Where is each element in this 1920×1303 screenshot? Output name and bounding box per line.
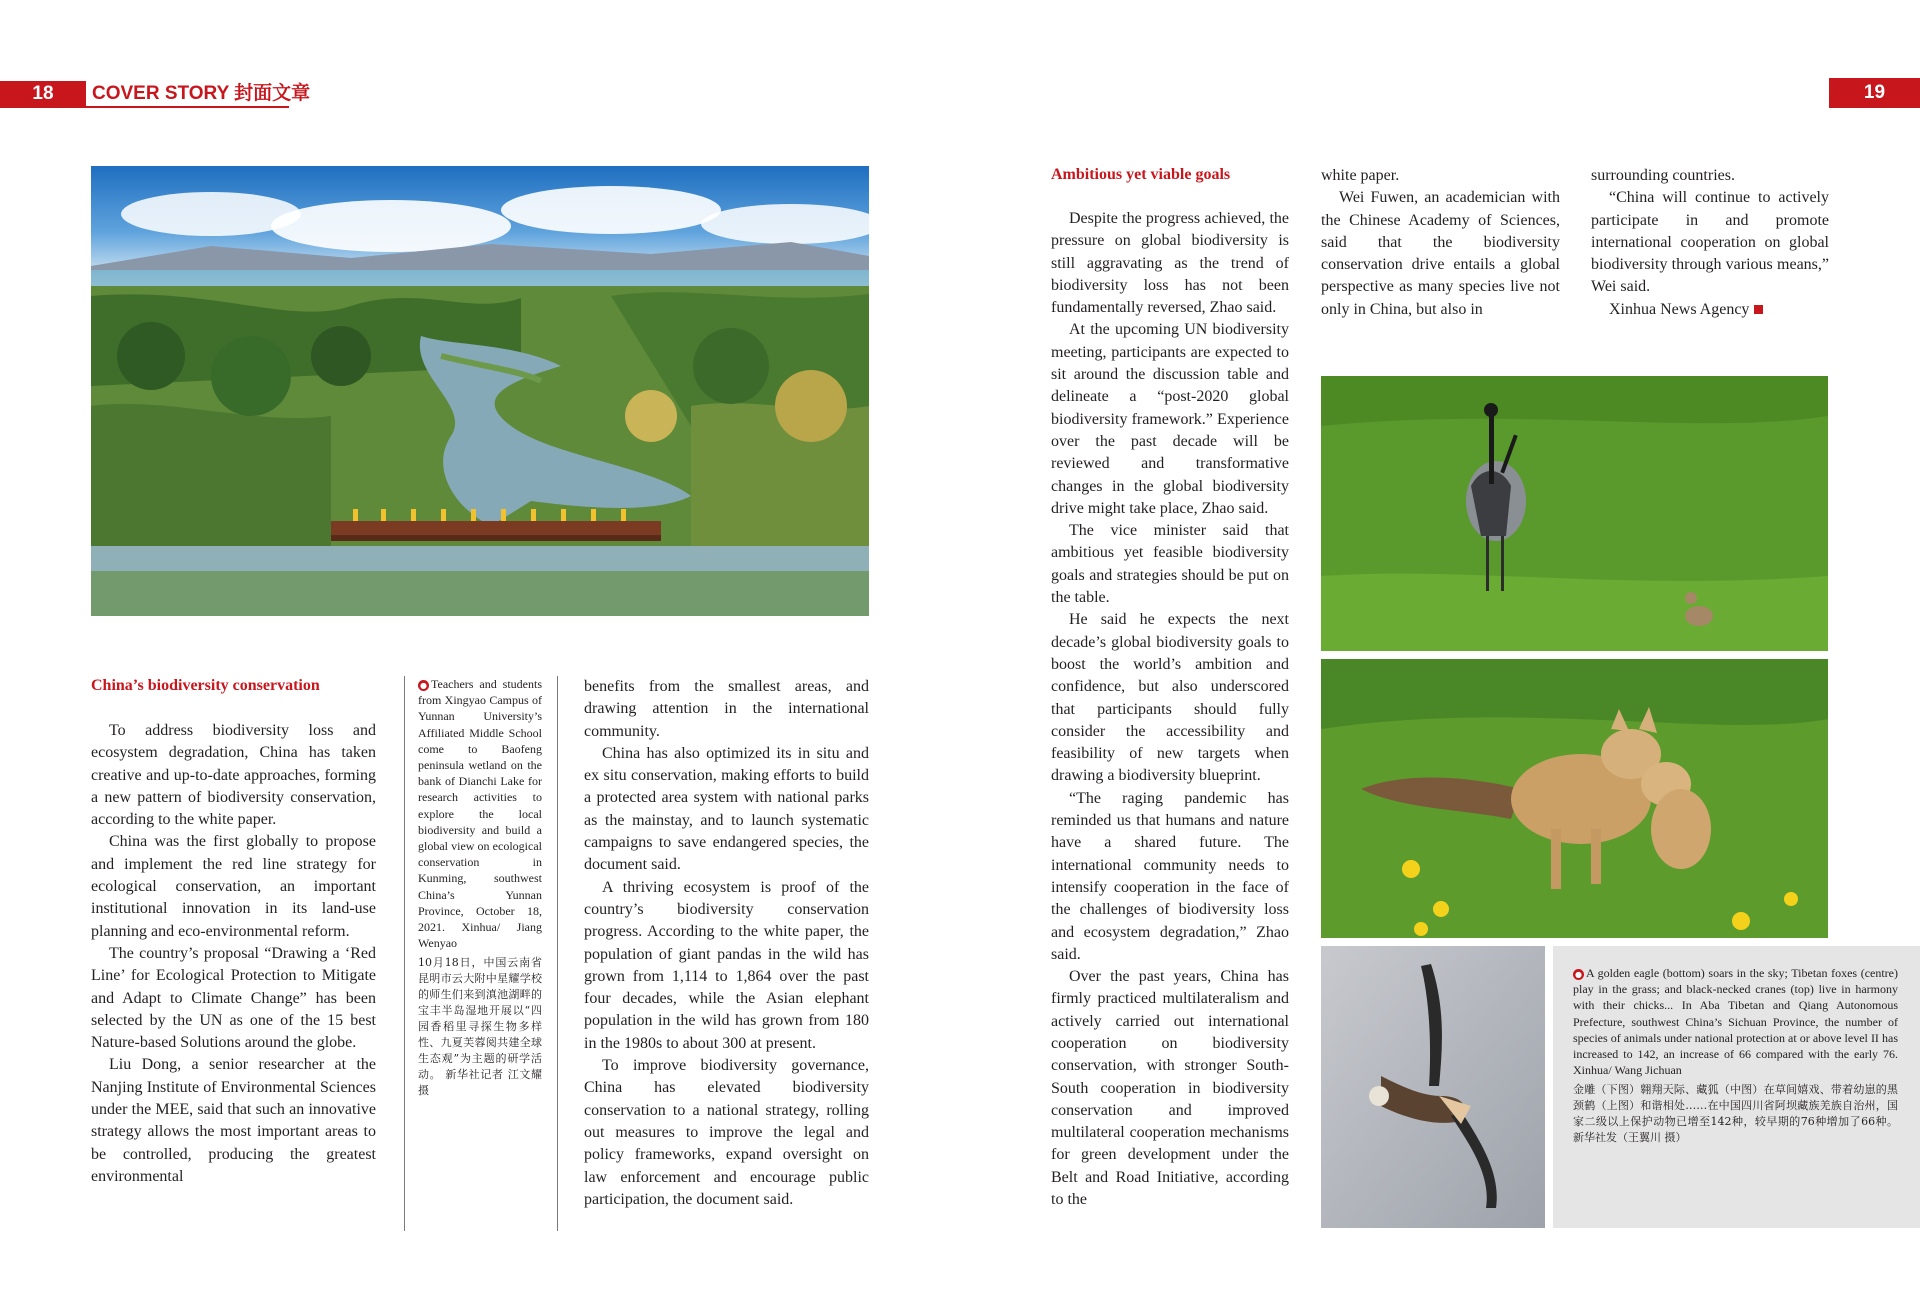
right-page-number: 19 (1829, 78, 1920, 108)
paragraph: benefits from the smallest areas, and drawing attention in the international community. (584, 678, 869, 740)
paragraph: He said he expects the next decade’s global biodiversity goals to boost the world’s ambition and confidence, but also underscored that participants should fully consider the accessibility and feasibility of new targets when drawing a biodiversity blueprint. (1051, 611, 1289, 785)
paragraph: Despite the progress achieved, the pressure on global biodiversity is still aggravating as the trend of biodiversity loss has not been fundamentally reversed, Zhao said. (1051, 210, 1289, 317)
section-label: COVER STORY 封面文章 (92, 83, 311, 104)
column-divider (404, 676, 405, 1231)
caption-text-en: A golden eagle (bottom) soars in the sky; Tibetan foxes (centre) play in the grass; and black-necked cranes (top) live in harmony with their chicks... In Aba Tibetan and Qiang Autonomous Prefecture, southwest China’s Sichuan Province, the number of species of animals under national protection at or above level II has increased to 142, an increase of 66 compared with the early 76. Xinhua/ Wang Jichuan (1573, 966, 1898, 1078)
fox-photo (1321, 659, 1828, 938)
right-section-heading: Ambitious yet viable goals (1051, 166, 1231, 183)
byline: Xinhua News Agency (1609, 300, 1750, 318)
paragraph: white paper. (1321, 167, 1400, 184)
end-mark-icon (1754, 305, 1763, 314)
paragraph: Liu Dong, a senior researcher at the Nanjing Institute of Environmental Sciences under the MEE, said that such an innovative strategy allows the most important areas to be controlled, producing the greatest environmental (91, 1056, 376, 1185)
paragraph: “The raging pandemic has reminded us that humans and nature have a shared future. The international community needs to intensify cooperation in the face of the challenges of biodiversity loss and ecosystem degradation,” Zhao said. (1051, 789, 1289, 963)
column-divider (557, 676, 558, 1231)
caption-text-cn: 10月18日，中国云南省昆明市云大附中星耀学校的师生们来到滇池湖畔的宝丰半岛湿地开展以“四园香稻里寻探生物多样性、九夏芙蓉阅共建全球生态观”为主题的研学活动。 新华社记者 江文耀 摄 (418, 956, 542, 1098)
caption-text-en: Teachers and students from Xingyao Campus of Yunnan University’s Affiliated Middle School come to Baofeng peninsula wetland on the bank of Dianchi Lake for research activities to explore the local biodiversity and build a global view on ecological conservation in Kunming, southwest China’s Yunnan Province, October 18, 2021. Xinhua/ Jiang Wenyao (418, 677, 542, 951)
paragraph: Wei Fuwen, an academician with the Chinese Academy of Sciences, said that the biodiversity conservation drive entails a global perspective as many species live not only in China, but also in (1321, 189, 1560, 318)
paragraph: A thriving ecosystem is proof of the country’s biodiversity conservation progress. According to the white paper, the population of giant pandas in the wild has grown from 1,114 to 1,864 over the past four decades, while the Asian elephant population in the wild has grown from 180 in the 1980s to about 300 at present. (584, 878, 869, 1052)
left-page-header (0, 81, 311, 108)
paragraph: surrounding countries. (1591, 167, 1735, 184)
photo-caption-1 (418, 676, 542, 1099)
paragraph: China has also optimized its in situ and ex situ conservation, making efforts to build a protected area system with national parks as the mainstay, and to launch systematic campaigns to save endangered species, the document said. (584, 744, 869, 874)
photo-caption-2 (1573, 965, 1898, 1146)
article-column-4 (1051, 208, 1289, 1211)
camera-icon: ● (418, 680, 429, 691)
wetland-photo (91, 166, 869, 616)
paragraph: To address biodiversity loss and ecosystem degradation, China has taken creative and up-to-date approaches, forming a new pattern of biodiversity conservation, according to the white paper. (91, 722, 376, 829)
left-page-number: 18 (0, 81, 86, 107)
paragraph (1591, 299, 1829, 321)
eagle-photo (1321, 946, 1545, 1228)
left-section-heading: China’s biodiversity conservation (91, 677, 320, 694)
caption-text-cn: 金雕（下图）翱翔天际、藏狐（中图）在草间嬉戏、带着幼崽的黑颈鹤（上图）和谐相处……在中国四川省阿坝藏族羌族自治州，国家二级以上保护动物已增至142种，较早期的76种增加了66种。 新华社发（王翼川 摄） (1573, 1083, 1898, 1145)
article-column-3 (584, 676, 869, 1211)
article-column-6 (1591, 165, 1829, 321)
article-column-5 (1321, 165, 1560, 321)
paragraph: The vice minister said that ambitious yet feasible biodiversity goals and strategies should be put on the table. (1051, 522, 1289, 607)
paragraph: “China will continue to actively participate in and promote international cooperation on global biodiversity through various means,” Wei said. (1591, 189, 1829, 296)
paragraph: China was the first globally to propose and implement the red line strategy for ecological conservation, an important institutional innovation in its land-use planning and eco-environmental reform. (91, 833, 376, 940)
paragraph: Over the past years, China has firmly practiced multilateralism and actively carried out international cooperation on biodiversity conservation, with stronger South-South cooperation in biodiversity conservation and improved multilateral cooperation mechanisms for green development under the Belt and Road Initiative, according to the (1051, 968, 1289, 1209)
crane-photo (1321, 376, 1828, 651)
camera-icon: ● (1573, 969, 1584, 980)
paragraph: At the upcoming UN biodiversity meeting, participants are expected to sit around the discussion table and delineate a “post-2020 global biodiversity framework.” Experience over the past decade will be reviewed and transformative changes in the global biodiversity drive might take place, Zhao said. (1051, 321, 1289, 517)
article-column-1 (91, 720, 376, 1188)
paragraph: The country’s proposal “Drawing a ‘Red Line’ for Ecological Protection to Mitigate and Adapt to Climate Change” has been selected by the UN as one of the 15 best Nature-based Solutions around the globe. (91, 944, 376, 1052)
paragraph: To improve biodiversity governance, China has elevated biodiversity conservation to a national strategy, rolling out measures to improve the legal and policy frameworks, expand oversight on law enforcement and encourage public participation, the document said. (584, 1057, 869, 1208)
